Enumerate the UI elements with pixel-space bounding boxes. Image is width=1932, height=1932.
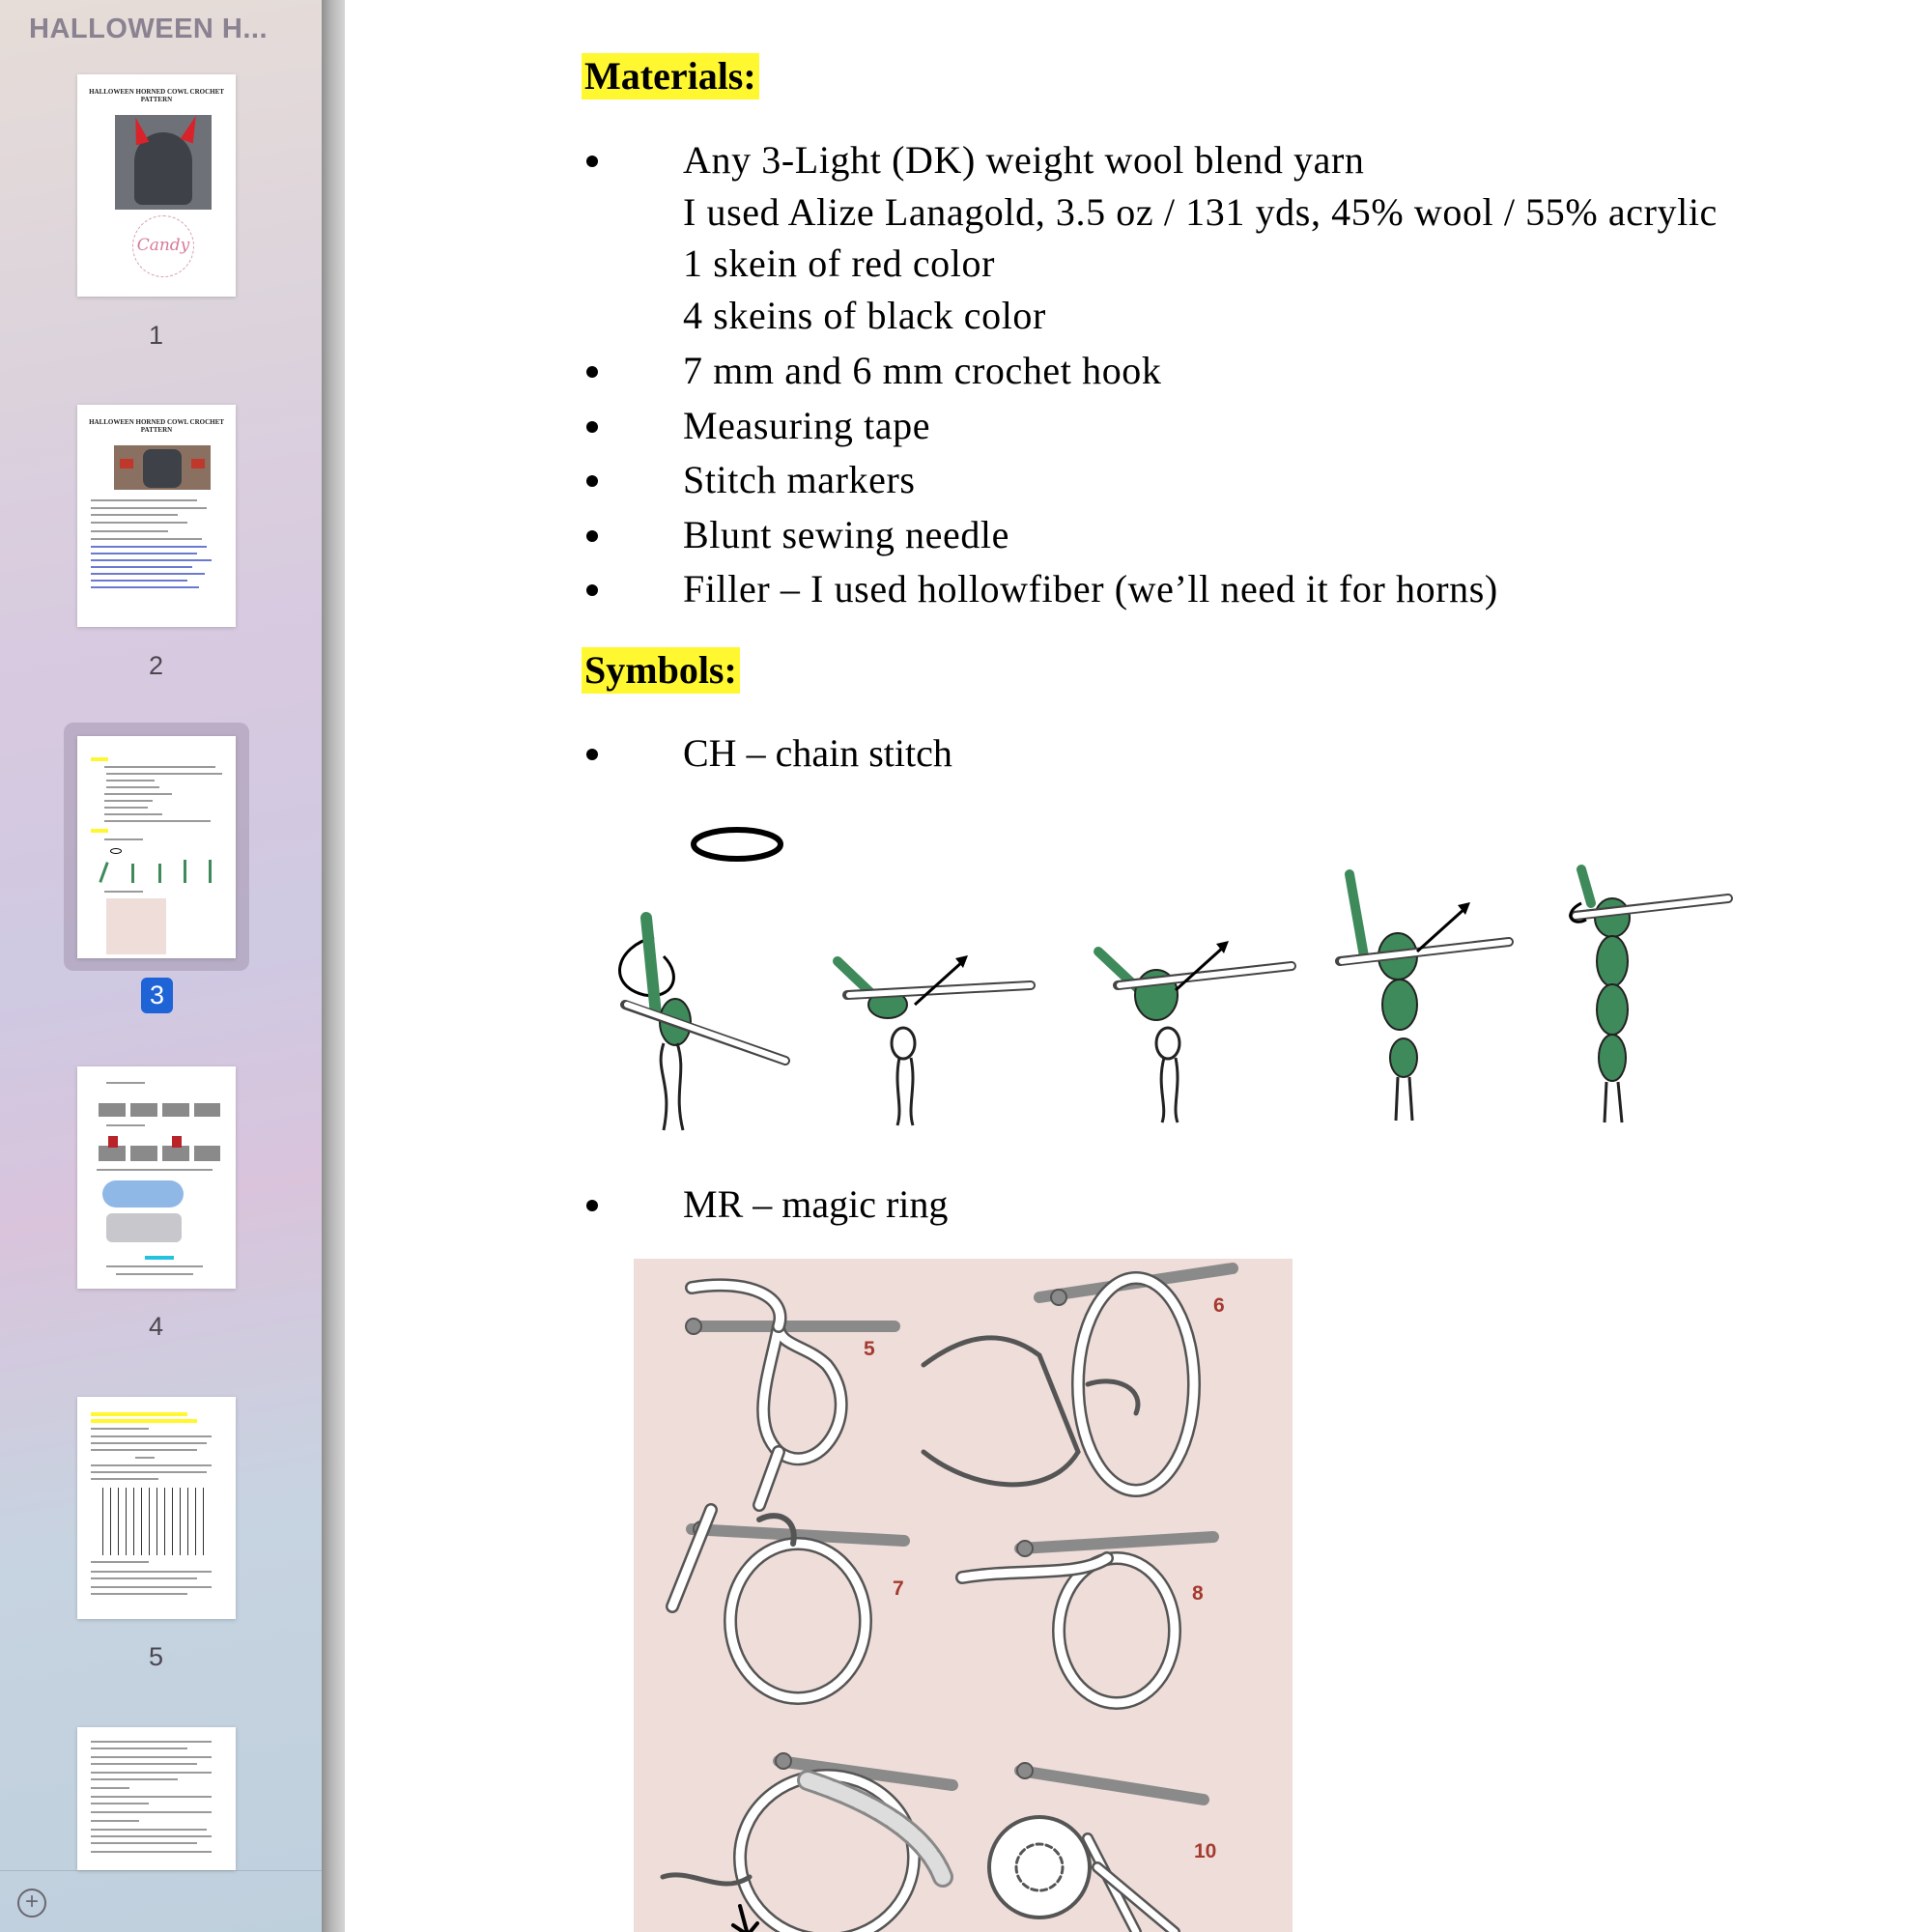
materials-item-tape <box>635 400 931 452</box>
symbol-item-chain <box>635 727 952 780</box>
symbols-heading: Symbols: <box>582 647 740 694</box>
stitch-diagram-mini <box>99 1132 220 1163</box>
list-item-text: Measuring tape <box>683 404 931 447</box>
magic-ring-illustration <box>634 1259 1293 1932</box>
thumbnail-image <box>77 405 236 627</box>
materials-heading: Materials: <box>582 53 759 99</box>
materials-item-filler <box>635 563 1498 615</box>
mr-step-number: 10 <box>1194 1840 1217 1862</box>
list-item-text: Stitch markers <box>683 458 916 501</box>
document-page <box>345 0 1932 1932</box>
materials-item-needle <box>635 509 1010 561</box>
thumbnail-image <box>77 1066 236 1289</box>
chain-stitch-illustration <box>596 860 1932 1140</box>
yarn-red-skein: 1 skein of red color <box>683 242 996 285</box>
hook-mini <box>106 1213 182 1242</box>
materials-item-yarn <box>635 134 1365 186</box>
plus-circle-icon[interactable]: + <box>17 1889 46 1918</box>
list-item-text: 7 mm and 6 mm crochet hook <box>683 349 1162 392</box>
chain-step-2 <box>838 955 1031 1125</box>
thumbnail-title: HALLOWEEN HORNED COWL CROCHET PATTERN <box>89 88 224 103</box>
candy-logo: Candy <box>132 215 194 277</box>
materials-item-markers <box>635 454 916 506</box>
yarn-black-skeins: 4 skeins of black color <box>683 294 1046 337</box>
page-number: 5 <box>148 1642 164 1671</box>
thumbnail-image <box>77 74 236 297</box>
symbol-item-magic-ring <box>635 1179 949 1231</box>
thumbnail-image <box>77 1397 236 1619</box>
thumbnail-image <box>77 736 236 958</box>
list-item-text: Any 3-Light (DK) weight wool blend yarn <box>683 138 1365 182</box>
yarn-detail: I used Alize Lanagold, 3.5 oz / 131 yds, 45% wool / 55% acrylic <box>683 190 1718 234</box>
magic-ring-steps <box>634 1259 1293 1932</box>
materials-item-hook <box>635 345 1162 397</box>
chain-stitch-mini <box>99 858 222 885</box>
chain-step-4 <box>1340 874 1509 1121</box>
list-item-text: Filler – I used hollowfiber (we’ll need it for horns) <box>683 567 1498 611</box>
chain-step-1 <box>620 918 785 1130</box>
mr-step-number: 6 <box>1213 1294 1225 1317</box>
mr-step-number: 8 <box>1192 1582 1204 1605</box>
blue-chain-mini <box>102 1180 184 1208</box>
chain-step-3 <box>1098 941 1292 1122</box>
page-thumbnail-sidebar <box>0 0 322 1932</box>
page-number: 1 <box>148 321 164 350</box>
document-title: HALLOWEEN H... <box>29 14 269 44</box>
chain-step-5 <box>1571 869 1728 1122</box>
cowl-photo <box>114 445 211 490</box>
list-item-text: CH – chain stitch <box>683 731 952 775</box>
crochet-chart-mini <box>102 1488 209 1555</box>
page-number: 2 <box>148 651 164 680</box>
list-item-text: MR – magic ring <box>683 1182 949 1226</box>
page-number-selected: 3 <box>141 978 173 1013</box>
thumbnail-image <box>77 1727 236 1870</box>
thumbnail-title: HALLOWEEN HORNED COWL CROCHET PATTERN <box>89 418 224 434</box>
sidebar-footer <box>0 1870 322 1932</box>
magic-ring-mini <box>106 898 166 954</box>
list-item-text: Blunt sewing needle <box>683 513 1010 556</box>
cowl-photo <box>115 115 212 210</box>
sidebar-divider[interactable] <box>322 0 345 1932</box>
mr-step-number: 5 <box>864 1338 875 1360</box>
page-number: 4 <box>148 1312 164 1341</box>
mr-step-number: 7 <box>893 1577 904 1600</box>
stitch-diagram-mini <box>99 1092 220 1121</box>
